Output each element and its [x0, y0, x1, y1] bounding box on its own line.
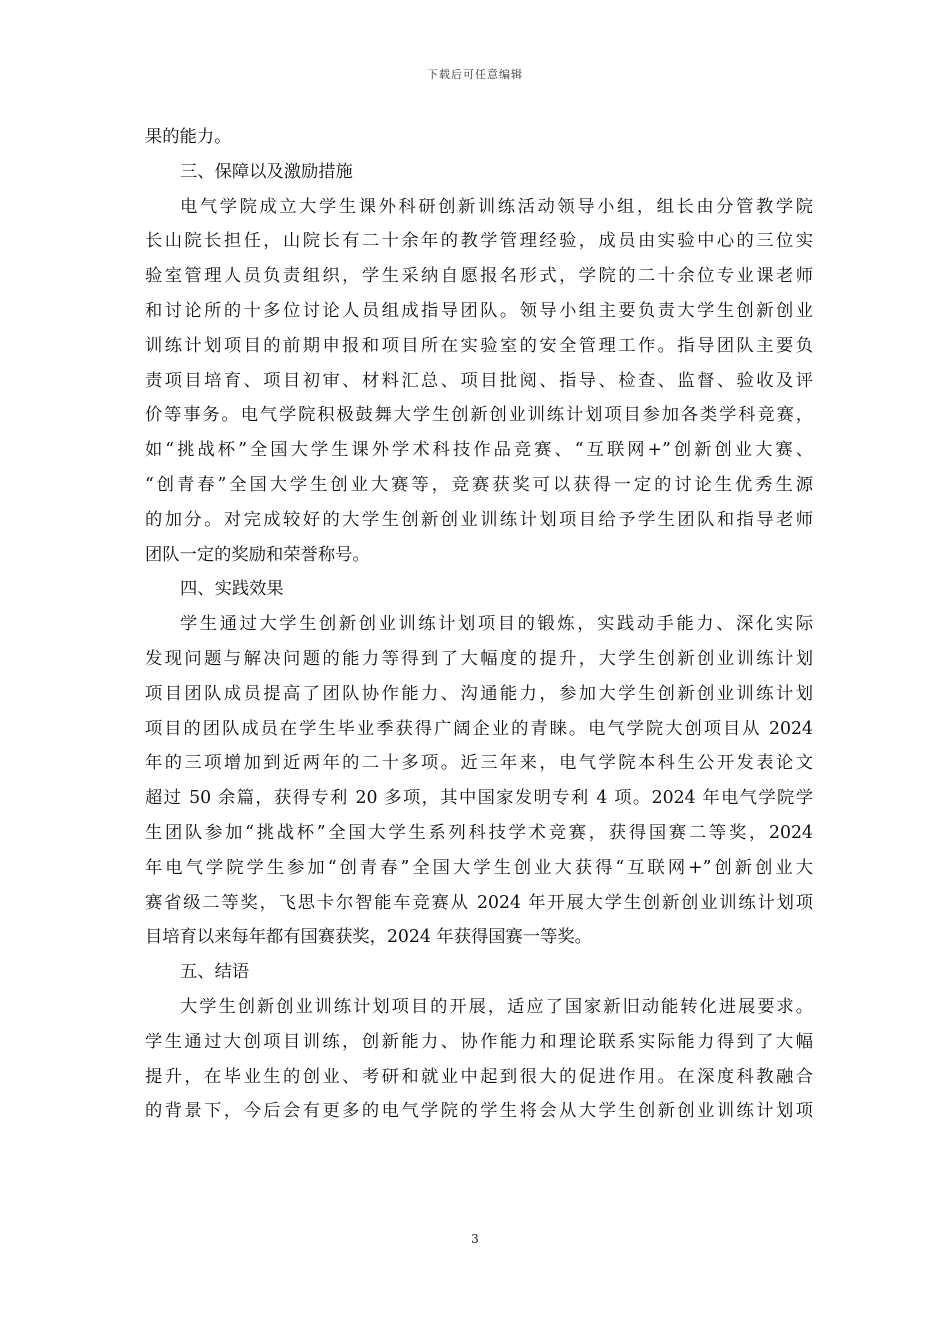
paragraph-line: 学生通过大创项目训练，创新能力、协作能力和理论联系实际能力得到了大幅 [145, 1031, 813, 1052]
paragraph-line: 验室管理人员负责组织，学生采纳自愿报名形式，学院的二十余位专业课老师 [145, 266, 813, 287]
paragraph-line: 和讨论所的十多位讨论人员组成指导团队。领导小组主要负责大学生创新创业 [145, 300, 813, 321]
paragraph-line: 如“挑战杯”全国大学生课外学术科技作品竞赛、“互联网+”创新创业大赛、 [145, 440, 813, 461]
paragraph-line: 的加分。对完成较好的大学生创新创业训练计划项目给予学生团队和指导老师 [145, 509, 813, 530]
paragraph-line: 项目的团队成员在学生毕业季获得广阔企业的青睐。电气学院大创项目从 2024 [145, 718, 813, 739]
paragraph-line: 大学生创新创业训练计划项目的开展，适应了国家新旧动能转化进展要求。 [180, 996, 813, 1017]
paragraph-line: 赛省级二等奖，飞思卡尔智能车竞赛从 2024 年开展大学生创新创业训练计划项 [145, 892, 813, 913]
page-number: 3 [471, 1232, 479, 1246]
section-heading: 三、保障以及激励措施 [180, 161, 353, 182]
paragraph-line: 发现问题与解决问题的能力等得到了大幅度的提升，大学生创新创业训练计划 [145, 648, 813, 669]
paragraph-line: 的背景下，今后会有更多的电气学院的学生将会从大学生创新创业训练计划项 [145, 1101, 813, 1122]
paragraph-line: 团队一定的奖励和荣誉称号。 [145, 544, 370, 565]
paragraph-line: 提升，在毕业生的创业、考研和就业中起到很大的促进作用。在深度科教融合 [145, 1066, 813, 1087]
body-text [145, 120, 813, 1129]
paragraph-line: “创青春”全国大学生创业大赛等，竞赛获奖可以获得一定的讨论生优秀生源 [145, 474, 813, 495]
paragraph-line: 责项目培育、项目初审、材料汇总、项目批阅、指导、检查、监督、验收及评 [145, 370, 813, 391]
paragraph-line: 训练计划项目的前期申报和项目所在实验室的安全管理工作。指导团队主要负 [145, 335, 813, 356]
paragraph-line: 生团队参加“挑战杯”全国大学生系列科技学术竞赛，获得国赛二等奖，2024 [145, 822, 813, 843]
paragraph-line: 价等事务。电气学院积极鼓舞大学生创新创业训练计划项目参加各类学科竞赛， [145, 405, 813, 426]
page-header: 下载后可任意编辑 [427, 68, 523, 81]
section-heading: 五、结语 [180, 962, 250, 983]
paragraph-line: 学生通过大学生创新创业训练计划项目的锻炼，实践动手能力、深化实际 [180, 614, 813, 635]
paragraph-line: 目培育以来每年都有国赛获奖，2024 年获得国赛一等奖。 [145, 927, 592, 948]
paragraph-line: 长山院长担任，山院长有二十余年的教学管理经验，成员由实验中心的三位实 [145, 231, 813, 252]
section-heading: 四、实践效果 [180, 579, 284, 600]
paragraph-line: 项目团队成员提高了团队协作能力、沟通能力，参加大学生创新创业训练计划 [145, 683, 813, 704]
paragraph-line: 年的三项增加到近两年的二十多项。近三年来，电气学院本科生公开发表论文 [145, 753, 813, 774]
paragraph-line: 年电气学院学生参加“创青春”全国大学生创业大获得“互联网+”创新创业大 [145, 857, 813, 878]
paragraph-line: 果的能力。 [145, 127, 232, 147]
paragraph-line: 超过 50 余篇，获得专利 20 多项，其中国家发明专利 4 项。2024 年电气学院学 [145, 788, 813, 809]
paragraph-line: 电气学院成立大学生课外科研创新训练活动领导小组，组长由分管教学院 [180, 196, 813, 217]
